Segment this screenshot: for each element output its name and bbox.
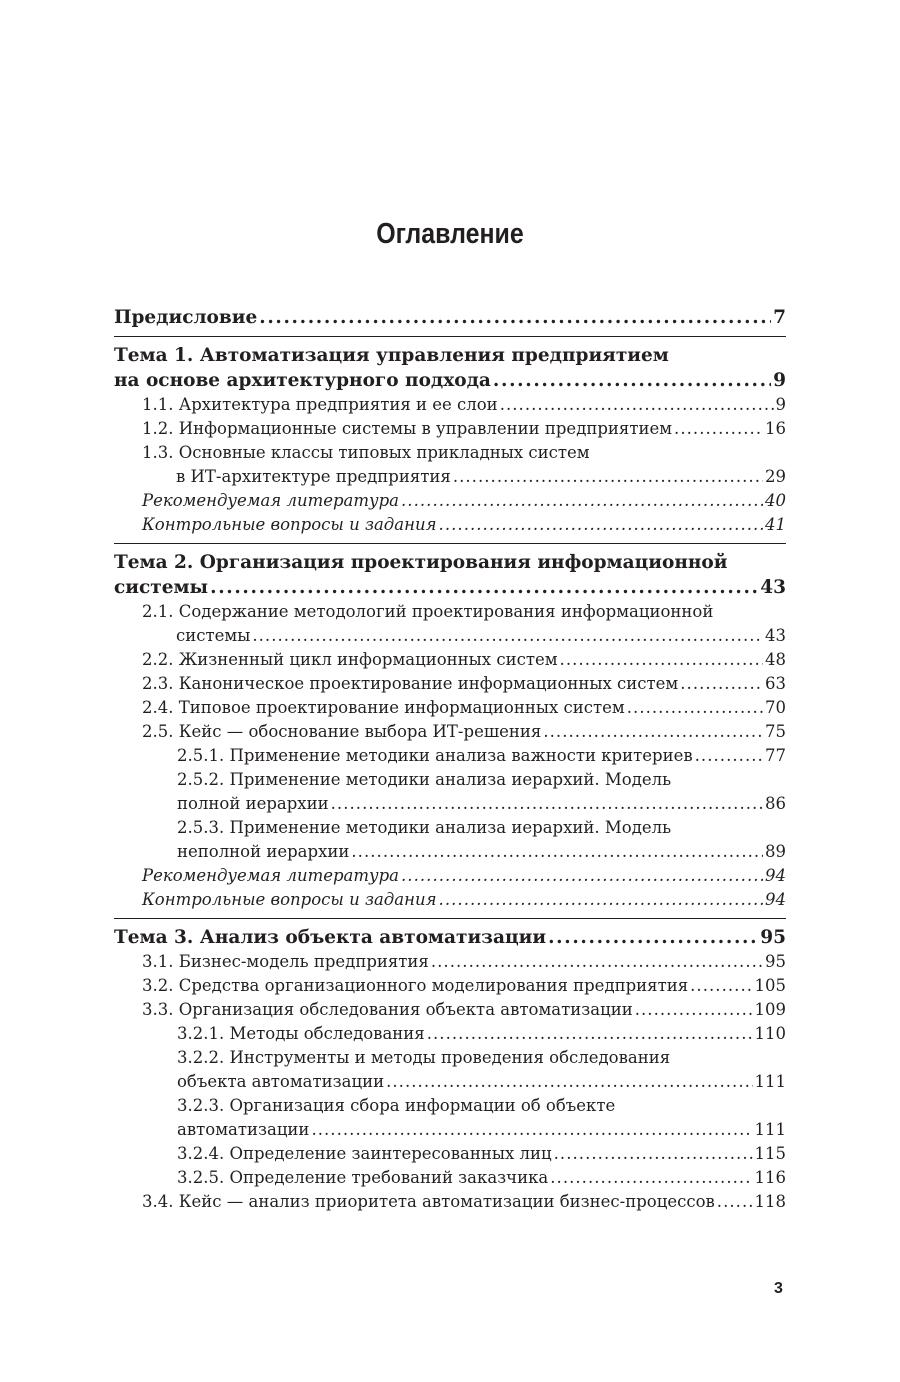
toc-entry[interactable] xyxy=(114,489,786,513)
toc-entry-label: 2.5.1. Применение методики анализа важности критериев xyxy=(177,746,693,765)
toc-entry[interactable] xyxy=(114,648,786,672)
dot-leader xyxy=(431,950,763,974)
toc-entry-page: 118 xyxy=(754,1192,786,1211)
toc-entry-label: 3.4. Кейс — анализ приоритета автоматизации бизнес-процессов xyxy=(142,1192,715,1211)
toc-entry-label: Контрольные вопросы и задания xyxy=(142,890,437,909)
dot-leader xyxy=(401,864,763,888)
toc-entry-label: на основе архитектурного подхода xyxy=(114,370,491,391)
toc-entry[interactable] xyxy=(114,441,786,489)
toc-entry-page: 115 xyxy=(754,1144,786,1163)
table-of-contents xyxy=(114,305,786,1214)
toc-entry-page: 48 xyxy=(765,650,786,669)
dot-leader xyxy=(401,489,763,513)
toc-entry-label: 3.3. Организация обследования объекта автоматизации xyxy=(142,1000,633,1019)
dot-leader xyxy=(439,888,763,912)
dot-leader xyxy=(252,624,763,648)
dot-leader xyxy=(548,925,758,950)
dot-leader xyxy=(550,1166,752,1190)
toc-entry-label: 2.2. Жизненный цикл информационных систем xyxy=(142,650,558,669)
toc-entry-label-line1: 3.2.2. Инструменты и методы проведения обследования xyxy=(177,1048,671,1067)
toc-entry-label-line1: Тема 2. Организация проектирования информационной xyxy=(114,552,728,573)
toc-entry[interactable] xyxy=(114,744,786,768)
dot-leader xyxy=(635,998,753,1022)
toc-entry-page: 116 xyxy=(754,1168,786,1187)
toc-entry-page: 41 xyxy=(765,515,786,534)
dot-leader xyxy=(674,417,763,441)
toc-entry-label: 3.1. Бизнес-модель предприятия xyxy=(142,952,429,971)
dot-leader xyxy=(210,575,758,600)
toc-entry-page: 95 xyxy=(760,927,786,948)
toc-entry-page: 7 xyxy=(773,307,786,328)
toc-entry-label-line1: 2.1. Содержание методологий проектирования информационной xyxy=(142,602,714,621)
toc-entry-page: 75 xyxy=(765,722,786,741)
toc-entry-page: 29 xyxy=(765,467,786,486)
dot-leader xyxy=(311,1118,752,1142)
dot-leader xyxy=(690,974,752,998)
toc-entry[interactable] xyxy=(114,672,786,696)
dot-leader xyxy=(543,720,763,744)
dot-leader xyxy=(351,840,763,864)
toc-entry[interactable] xyxy=(114,1094,786,1142)
dot-leader xyxy=(554,1142,753,1166)
toc-entry-label: 2.3. Каноническое проектирование информационных систем xyxy=(142,674,679,693)
toc-entry-label: Тема 3. Анализ объекта автоматизации xyxy=(114,927,547,948)
toc-entry-label: 2.5. Кейс — обоснование выбора ИТ-решения xyxy=(142,722,542,741)
toc-entry[interactable] xyxy=(114,950,786,974)
dot-leader xyxy=(695,744,763,768)
section-divider xyxy=(114,918,786,919)
toc-entry-page: 63 xyxy=(765,674,786,693)
toc-entry-page: 111 xyxy=(754,1072,786,1091)
dot-leader xyxy=(680,672,763,696)
toc-entry-label: объекта автоматизации xyxy=(177,1072,385,1091)
toc-entry[interactable] xyxy=(114,720,786,744)
toc-entry[interactable] xyxy=(114,888,786,912)
toc-entry-label: 1.2. Информационные системы в управлении предприятием xyxy=(142,419,673,438)
section-divider xyxy=(114,336,786,337)
toc-entry-page: 89 xyxy=(765,842,786,861)
toc-entry-label: Рекомендуемая литература xyxy=(142,866,400,885)
toc-entry[interactable] xyxy=(114,513,786,537)
toc-entry-label: автоматизации xyxy=(177,1120,310,1139)
toc-entry-label: 1.1. Архитектура предприятия и ее слои xyxy=(142,395,498,414)
dot-leader xyxy=(717,1190,753,1214)
toc-entry-label: в ИТ-архитектуре предприятия xyxy=(176,467,451,486)
toc-entry-page: 9 xyxy=(775,395,786,414)
toc-entry-page: 16 xyxy=(765,419,786,438)
toc-entry[interactable] xyxy=(114,696,786,720)
toc-entry-page: 86 xyxy=(765,794,786,813)
toc-entry[interactable] xyxy=(114,864,786,888)
toc-entry-label-line1: 2.5.2. Применение методики анализа иерархий. Модель xyxy=(177,770,672,789)
toc-entry[interactable] xyxy=(114,343,786,393)
toc-entry[interactable] xyxy=(114,305,786,330)
page-title: Оглавление xyxy=(376,218,524,250)
toc-entry[interactable] xyxy=(114,1166,786,1190)
toc-entry[interactable] xyxy=(114,1190,786,1214)
toc-entry-label: 3.2.4. Определение заинтересованных лиц xyxy=(177,1144,552,1163)
toc-entry-page: 40 xyxy=(765,491,786,510)
toc-entry-label-line1: 1.3. Основные классы типовых прикладных систем xyxy=(142,443,590,462)
toc-entry-label: 3.2.5. Определение требований заказчика xyxy=(177,1168,549,1187)
toc-entry-page: 9 xyxy=(773,370,786,391)
toc-entry[interactable] xyxy=(114,998,786,1022)
toc-entry[interactable] xyxy=(114,768,786,816)
section-divider xyxy=(114,543,786,544)
toc-entry-label-line1: 3.2.3. Организация сбора информации об объекте xyxy=(177,1096,616,1115)
toc-entry-page: 77 xyxy=(765,746,786,765)
toc-entry-page: 105 xyxy=(754,976,786,995)
toc-entry[interactable] xyxy=(114,925,786,950)
toc-entry[interactable] xyxy=(114,816,786,864)
toc-entry-label: Контрольные вопросы и задания xyxy=(142,515,437,534)
toc-entry[interactable] xyxy=(114,417,786,441)
dot-leader xyxy=(500,393,774,417)
toc-entry-label: 3.2.1. Методы обследования xyxy=(177,1024,425,1043)
toc-entry-page: 43 xyxy=(760,577,786,598)
toc-entry[interactable] xyxy=(114,550,786,600)
toc-entry-label-line1: 2.5.3. Применение методики анализа иерархий. Модель xyxy=(177,818,672,837)
toc-entry-page: 70 xyxy=(765,698,786,717)
toc-entry[interactable] xyxy=(114,1022,786,1046)
toc-entry-label: системы xyxy=(114,577,209,598)
dot-leader xyxy=(331,792,763,816)
toc-entry-page: 94 xyxy=(765,890,786,909)
dot-leader xyxy=(386,1070,752,1094)
toc-entry-label: Рекомендуемая литература xyxy=(142,491,400,510)
dot-leader xyxy=(453,465,763,489)
toc-entry-label: неполной иерархии xyxy=(177,842,350,861)
toc-entry-label: полной иерархии xyxy=(177,794,329,813)
dot-leader xyxy=(439,513,763,537)
toc-entry-page: 94 xyxy=(765,866,786,885)
toc-entry[interactable] xyxy=(114,600,786,648)
toc-entry-label: 3.2. Средства организационного моделирования предприятия xyxy=(142,976,689,995)
toc-entry-label: системы xyxy=(176,626,251,645)
toc-entry-page: 43 xyxy=(765,626,786,645)
dot-leader xyxy=(493,368,771,393)
dot-leader xyxy=(560,648,763,672)
toc-entry[interactable] xyxy=(114,393,786,417)
toc-entry-page: 110 xyxy=(754,1024,786,1043)
dot-leader xyxy=(259,305,771,330)
toc-entry-label: Предисловие xyxy=(114,307,258,328)
toc-entry[interactable] xyxy=(114,1142,786,1166)
toc-entry-page: 95 xyxy=(765,952,786,971)
dot-leader xyxy=(627,696,763,720)
dot-leader xyxy=(427,1022,753,1046)
toc-entry[interactable] xyxy=(114,974,786,998)
toc-entry[interactable] xyxy=(114,1046,786,1094)
toc-entry-label: 2.4. Типовое проектирование информационных систем xyxy=(142,698,625,717)
page-number: 3 xyxy=(774,1280,783,1297)
toc-entry-label-line1: Тема 1. Автоматизация управления предприятием xyxy=(114,345,669,366)
toc-entry-page: 111 xyxy=(754,1120,786,1139)
toc-entry-page: 109 xyxy=(754,1000,786,1019)
